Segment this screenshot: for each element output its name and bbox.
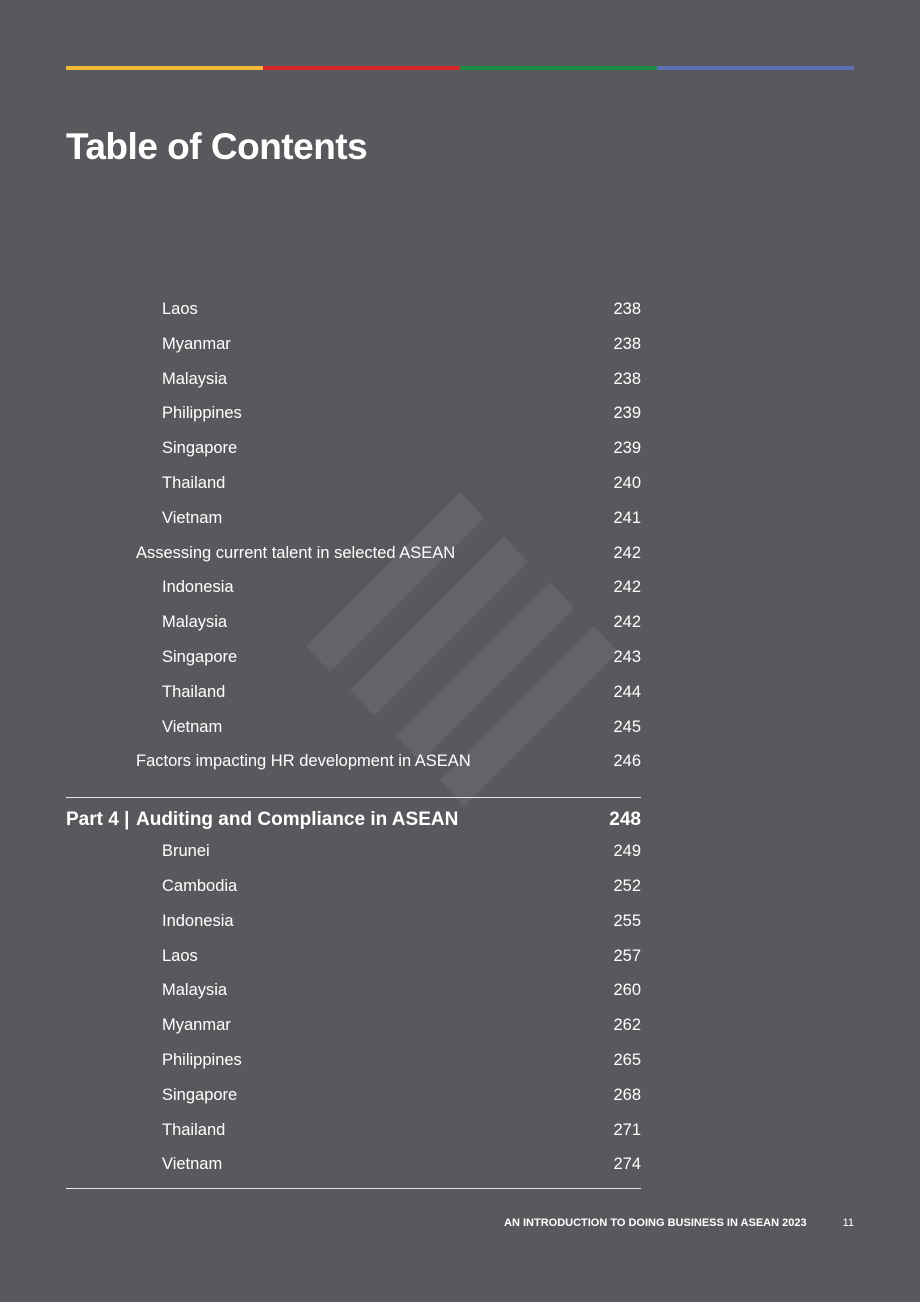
stripe-green (460, 66, 657, 70)
toc-item-label: Thailand (162, 682, 226, 701)
toc-item-label: Singapore (162, 439, 238, 458)
toc-item-label: Vietnam (162, 508, 223, 527)
toc-item[interactable] (66, 1078, 641, 1113)
toc-item-page: 268 (613, 1085, 641, 1104)
toc-item-label: Indonesia (162, 578, 234, 597)
toc-item-page: 255 (613, 911, 641, 930)
toc-item-label: Malaysia (162, 369, 228, 388)
toc-section-talent[interactable] (66, 536, 641, 571)
toc-item[interactable] (66, 869, 641, 904)
toc-item-label: Vietnam (162, 1155, 223, 1174)
toc-item[interactable] (66, 710, 641, 745)
toc-item-page: 239 (613, 404, 641, 423)
part-number: Part 4 | (66, 809, 130, 831)
toc-item[interactable] (66, 605, 641, 640)
toc-item-page: 238 (613, 300, 641, 318)
toc-item-page: 241 (613, 508, 641, 527)
toc-item[interactable] (66, 1147, 641, 1182)
toc-item-label: Philippines (162, 1050, 242, 1069)
toc-section-page: 242 (613, 543, 641, 562)
toc-item-label: Thailand (162, 473, 226, 492)
table-of-contents (66, 292, 641, 1189)
toc-section-factors[interactable] (66, 744, 641, 779)
toc-section-label: Factors impacting HR development in ASEAN (136, 752, 471, 771)
toc-item-label: Brunei (162, 842, 210, 861)
toc-item-page: 238 (613, 369, 641, 388)
toc-item-page: 274 (613, 1155, 641, 1174)
toc-section-page: 246 (613, 752, 641, 771)
toc-item[interactable] (66, 640, 641, 675)
toc-item[interactable] (66, 675, 641, 710)
toc-item-page: 262 (613, 1016, 641, 1035)
toc-item-page: 244 (613, 682, 641, 701)
stripe-yellow (66, 66, 263, 70)
color-stripe (66, 66, 854, 70)
part-page: 248 (609, 809, 641, 831)
toc-item-page: 240 (613, 473, 641, 492)
toc-item[interactable] (66, 396, 641, 431)
toc-item-label: Vietnam (162, 717, 223, 736)
toc-item[interactable] (66, 1113, 641, 1148)
toc-item[interactable] (66, 939, 641, 974)
toc-item[interactable] (66, 466, 641, 501)
toc-item-page: 239 (613, 439, 641, 458)
page-footer (504, 1217, 854, 1229)
toc-item-label: Philippines (162, 404, 242, 423)
toc-item[interactable] (66, 904, 641, 939)
toc-item-label: Thailand (162, 1120, 226, 1139)
toc-item-page: 249 (613, 842, 641, 861)
toc-item-label: Indonesia (162, 911, 234, 930)
part-title: Auditing and Compliance in ASEAN (136, 809, 459, 831)
toc-item-label: Singapore (162, 1085, 238, 1104)
toc-item-label: Malaysia (162, 981, 228, 1000)
footer-page-number: 11 (842, 1217, 854, 1229)
toc-item-label: Myanmar (162, 1016, 231, 1035)
toc-item-page: 257 (613, 946, 641, 965)
toc-item-label: Laos (162, 300, 198, 318)
stripe-blue (657, 66, 854, 70)
stripe-red (263, 66, 460, 70)
toc-item[interactable] (66, 501, 641, 536)
toc-item-page: 271 (613, 1120, 641, 1139)
toc-section-label: Assessing current talent in selected ASEAN (136, 543, 456, 562)
toc-item-page: 252 (613, 876, 641, 895)
toc-item[interactable] (66, 1008, 641, 1043)
toc-item-label: Laos (162, 946, 198, 965)
toc-item[interactable] (66, 327, 641, 362)
toc-item-page: 260 (613, 981, 641, 1000)
toc-item[interactable] (66, 973, 641, 1008)
toc-item[interactable] (66, 362, 641, 397)
toc-item-label: Cambodia (162, 876, 238, 895)
toc-item-label: Myanmar (162, 334, 231, 353)
toc-item-page: 238 (613, 334, 641, 353)
toc-item-page: 242 (613, 578, 641, 597)
footer-publication-title: AN INTRODUCTION TO DOING BUSINESS IN ASEAN 2023 (504, 1217, 807, 1229)
part-4-block (66, 797, 641, 1189)
divider (66, 1188, 641, 1189)
toc-item-page: 245 (613, 717, 641, 736)
page-title: Table of Contents (66, 126, 368, 167)
toc-item-label: Malaysia (162, 613, 228, 632)
toc-item[interactable] (66, 570, 641, 605)
toc-item-page: 242 (613, 613, 641, 632)
toc-item[interactable] (66, 431, 641, 466)
toc-item-label: Singapore (162, 647, 238, 666)
toc-item[interactable] (66, 1043, 641, 1078)
toc-item[interactable] (66, 834, 641, 869)
toc-item-page: 243 (613, 647, 641, 666)
toc-item-page: 265 (613, 1050, 641, 1069)
toc-item[interactable] (66, 292, 641, 327)
